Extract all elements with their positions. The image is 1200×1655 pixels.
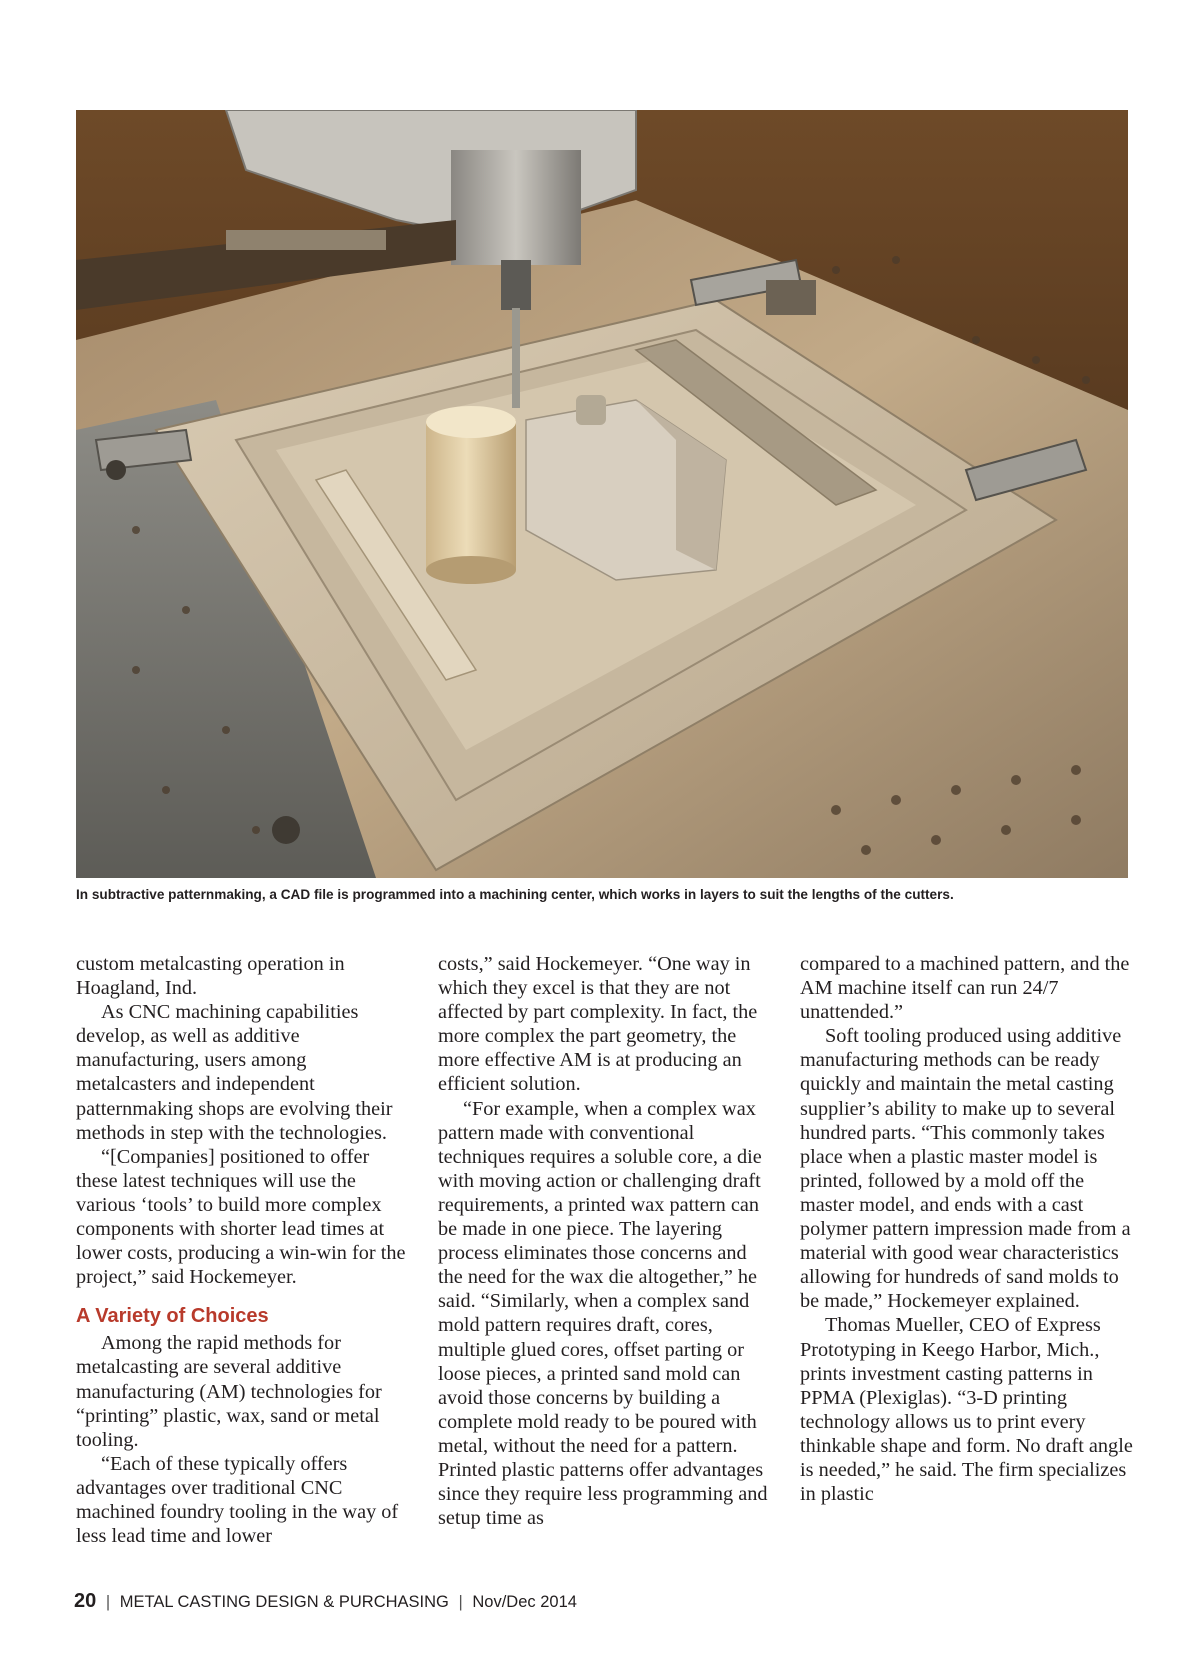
paragraph: custom metalcasting operation in Hoagland, Ind. bbox=[76, 953, 345, 1000]
cnc-machining-photo bbox=[76, 110, 1128, 878]
paragraph: “Each of these typically offers advantages over traditional CNC machined foundry tooling in the way of less lead time and lower bbox=[76, 1452, 399, 1548]
paragraph: Among the rapid methods for metalcasting are several additive manufacturing (AM) technologies for “printing” plastic, wax, sand or metal tooling. bbox=[76, 1332, 382, 1451]
paragraph: Soft tooling produced using additive manufacturing methods can be ready quickly and maintain the metal casting supplier’s ability to make up to several hundred parts. “This commonly takes place when a plastic master model is printed, followed by a mold off the master model, and ends with a cast polymer pattern impression made from a material with good wear characteristics allowing for hundreds of sand molds to be made,” Hockemeyer explained. bbox=[800, 1025, 1131, 1313]
text-column-3 bbox=[800, 952, 1135, 1506]
section-subheading: A Variety of Choices bbox=[76, 1305, 269, 1328]
paragraph: As CNC machining capabilities develop, as well as additive manufacturing, users among metalcasters and independent patternmaking shops are evolving their methods in step with the technologies. bbox=[76, 1001, 393, 1144]
issue-date: Nov/Dec 2014 bbox=[472, 1593, 577, 1611]
paragraph: “For example, when a complex wax pattern made with conventional techniques requires a soluble core, a die with moving action or challenging draft requirements, a printed wax pattern can be made in one piece. The layering process eliminates those concerns and the need for the wax die altogether,” he said. “Similarly, when a complex sand mold pattern requires draft, cores, multiple glued cores, offset parting or loose pieces, a printed sand mold can avoid those concerns by building a complete mold ready to be poured with metal, without the need for a pattern. Printed plastic patterns offer advantages since they require less programming and setup time as bbox=[438, 1097, 768, 1530]
page-number: 20 bbox=[74, 1590, 97, 1612]
footer-separator: | bbox=[458, 1593, 463, 1611]
publication-name: METAL CASTING DESIGN & PURCHASING bbox=[119, 1593, 449, 1611]
paragraph: costs,” said Hockemeyer. “One way in which they excel is that they are not affected by part complexity. In fact, the more complex the part geometry, the more effective AM is at producing an efficient solution. bbox=[438, 953, 758, 1096]
text-column-1 bbox=[76, 952, 411, 1548]
photo-caption: In subtractive patternmaking, a CAD file is programmed into a machining center, which works in layers to suit the lengths of the cutters. bbox=[76, 887, 954, 902]
page-footer bbox=[74, 1590, 577, 1613]
footer-separator: | bbox=[105, 1593, 111, 1611]
paragraph: Thomas Mueller, CEO of Express Prototyping in Keego Harbor, Mich., prints investment casting patterns in PPMA (Plexiglas). “3-D printing technology allows us to print every thinkable shape and form. No draft angle is needed,” he said. The firm specializes in plastic bbox=[800, 1314, 1133, 1506]
paragraph: “[Companies] positioned to offer these latest techniques will use the various ‘tools’ to build more complex components with shorter lead times at lower costs, producing a win-win for the project,” said Hockemeyer. bbox=[76, 1145, 406, 1289]
paragraph: compared to a machined pattern, and the AM machine itself can run 24/7 unattended.” bbox=[800, 953, 1130, 1024]
text-column-2 bbox=[438, 952, 773, 1530]
